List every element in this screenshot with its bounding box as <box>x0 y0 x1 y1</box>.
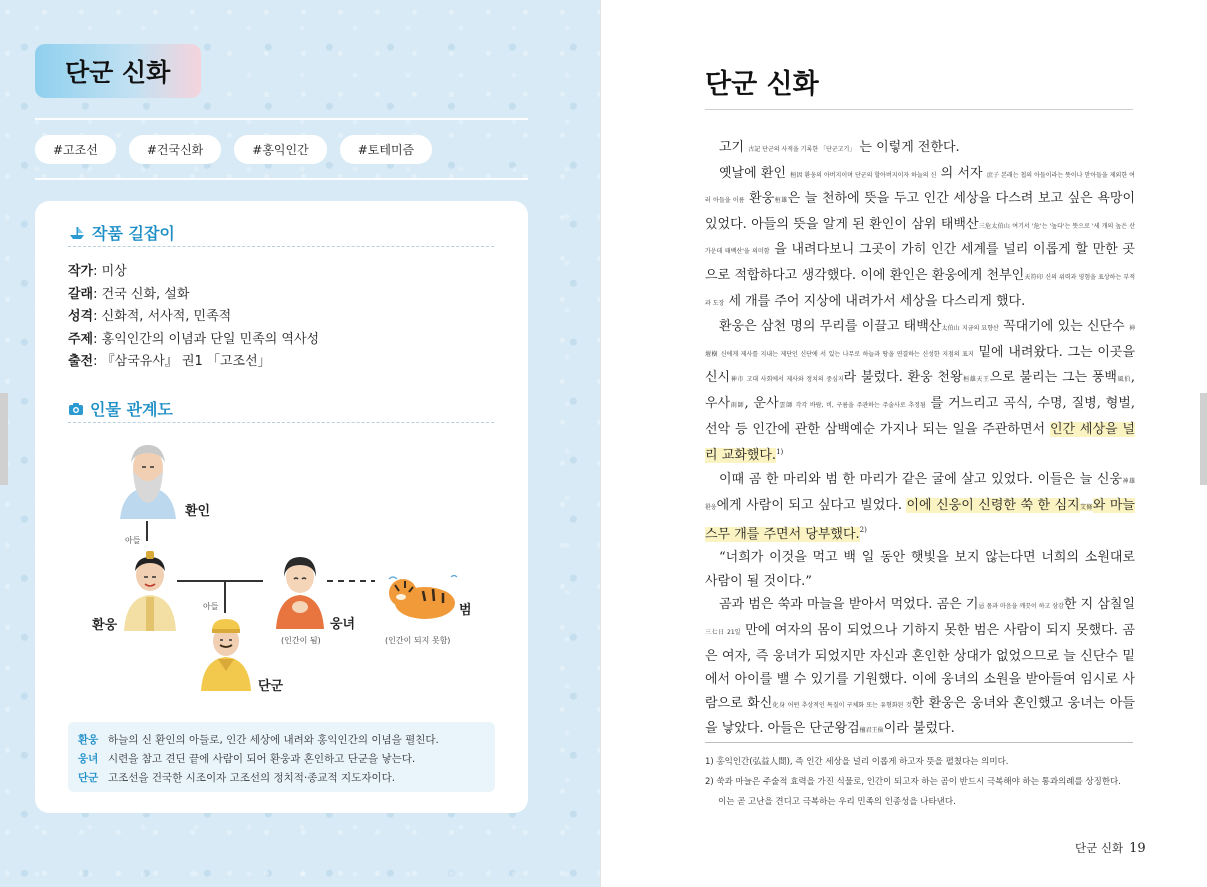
tag-hongik: #홍익인간 <box>234 135 326 164</box>
page-edge-tab-right <box>1200 393 1207 485</box>
page-number: 19 <box>1129 841 1146 856</box>
page-footer <box>1075 840 1146 856</box>
beom-note: (인간이 되지 못함) <box>385 636 451 645</box>
highlight: 와 마늘 스무 개를 주면서 당부했다. <box>705 497 1135 542</box>
tag-gojoseon: #고조선 <box>35 135 116 164</box>
divider <box>35 118 528 120</box>
info-source: 출전: 『삼국유사』 권1 「고조선」 <box>68 354 271 369</box>
hwanung-figure <box>120 549 180 633</box>
info-author: 작가: 미상 <box>68 264 127 279</box>
info-theme: 주제: 홍익인간의 이념과 단일 민족의 역사성 <box>68 332 320 347</box>
page-title: 단군 신화 <box>65 58 171 87</box>
dangun-label: 단군 <box>258 679 284 694</box>
paragraph: “너희가 이것을 먹고 백 일 동안 햇빛을 보지 않는다면 너희의 소원대로 사람이 될 것이다.” <box>705 550 1135 589</box>
chapter-title: 단군 신화 <box>705 69 819 100</box>
divider <box>35 178 528 180</box>
dashed-divider <box>68 246 494 247</box>
page-edge-tab-left <box>0 393 8 485</box>
dangun-figure <box>198 615 254 693</box>
relations-title: 인물 관계도 <box>90 400 173 419</box>
tag-totemism: #토테미즘 <box>340 135 432 164</box>
footnote-ref-2[interactable]: 2) <box>859 526 867 535</box>
legend-row-hwanung: 환웅 하늘의 신 환인의 아들로, 인간 세상에 내려와 홍익인간의 이념을 펼친다. <box>78 734 439 746</box>
footnote-divider <box>705 742 1133 743</box>
work-guide-title: 작품 길잡이 <box>92 224 175 243</box>
beom-label: 범 <box>459 603 472 618</box>
son-label-2: 아들 <box>203 602 219 611</box>
legend-row-ungnyeo: 웅녀 시련을 참고 견딘 끝에 사람이 되어 환웅과 혼인하고 단군을 낳는다. <box>78 753 416 765</box>
footnote-2: 2) 쑥과 마늘은 주술적 효력을 가진 식물로, 인간이 되고자 하는 곰이 반드시 극복해야 하는 통과의례를 상징한다. <box>705 777 1121 787</box>
paragraph: 환웅은 삼천 명의 무리를 이끌고 태백산太伯山 지금의 묘향산 꼭대기에 있는 신단수 神壇樹 신에게 제사를 지내는 제단인 신단에 서 있는 나무로 하늘과 땅을 연결하는 신성한 지점의 표지 밑에 내려왔다. 그는 이곳을 신시神市 고대 사회에서 제사와 정치의 중심지라 불렀다. 환웅 천왕桓雄天王으로 불리는 그는 풍백風伯, 우사雨師, 운사雲師 각각 바람, 비, 구름을 주관하는 주술사로 추정됨 를 거느리고 곡식, 수명, 질병, 형벌, 선악 등 인간에 관한 삼백예순 가지나 되는 일을 주관하면서 인간 세상을 널리 교화했다.$^{1)}$ <box>705 319 1136 464</box>
footnotes <box>705 752 1135 812</box>
page-title-pill <box>35 44 201 98</box>
work-guide-heading <box>68 221 175 244</box>
tag-founding-myth: #건국신화 <box>129 135 221 164</box>
paragraph: 고기 古記 단군의 사적을 기록한 「단군고기」 는 이렇게 전한다. <box>719 140 960 155</box>
info-character: 성격: 신화적, 서사적, 민족적 <box>68 309 232 324</box>
footer-title: 단군 신화 <box>1075 841 1124 855</box>
paragraph: 옛날에 환인 桓因 환웅의 아버지이며 단군의 할아버지이자 하늘의 신 의 서자 庶子 본래는 첩의 아들이라는 뜻이나 맏아들을 제외한 여러 아들을 이름 환웅桓雄은 늘 천하에 뜻을 두고 인간 세상을 다스려 보고 싶은 욕망이 있었다. 아들의 뜻을 알게 된 환인이 삼위 태백산三危太伯山 여기서 '危'는 '높다'는 뜻으로 '세 개의 높은 산 가운데 태백산'을 의미함 을 내려다보니 그곳이 가히 인간 세계를 널리 이롭게 할 만한 곳으로 적합하다고 생각했다. 이에 환인은 환웅에게 천부인天符印 신의 위력과 영험을 표상하는 부적과 도장 세 개를 주어 지상에 내려가서 세상을 다스리게 했다. <box>705 165 1136 309</box>
paragraph: 이때 곰 한 마리와 범 한 마리가 같은 굴에 살고 있었다. 이들은 늘 신웅神雄 환웅에게 사람이 되고 싶다고 빌었다. 이에 신웅이 신령한 쑥 한 심지艾條와 마늘 스무 개를 주면서 당부했다.$^{2)}$ <box>705 472 1135 542</box>
highlight: 이에 신웅이 신령한 쑥 한 심지 <box>906 497 1080 513</box>
right-page <box>600 0 1207 887</box>
dashed-divider <box>68 422 494 423</box>
paragraph: 곰과 범은 쑥과 마늘을 받아서 먹었다. 곰은 기忌 몸과 마음을 깨끗이 하고 삼감한 지 삼칠일三七日 21일 만에 여자의 몸이 되었으나 기하지 못한 범은 사람이 되지 못했다. 곰은 여자, 즉 웅녀가 되었지만 자신과 혼인한 상대가 없었으므로 늘 신단수 밑에서 아이를 밸 수 있기를 기원했다. 이에 웅녀의 소원을 받아들여 임시로 사람으로 화신化身 어떤 추상적인 특질이 구체화 또는 유형화된 것한 환웅은 웅녀와 혼인했고 웅녀는 아들을 낳았다. 아들은 단군왕검檀君王儉이라 불렀다. <box>705 597 1136 737</box>
character-legend <box>68 722 495 792</box>
hwanin-figure <box>115 441 181 521</box>
legend-row-dangun: 단군 고조선을 건국한 시조이자 고조선의 정치적·종교적 지도자이다. <box>78 772 396 784</box>
info-card <box>35 201 528 813</box>
hwanin-label: 환인 <box>185 504 211 519</box>
ungnyeo-label: 웅녀 <box>330 617 356 632</box>
highlight: 인간 세상을 널리 교화했다. <box>705 421 1135 464</box>
hwanung-label: 환웅 <box>92 618 118 633</box>
tag-list <box>35 135 432 164</box>
footnote-2-cont: 이는 곧 고난을 견디고 극복하는 우리 민족의 인종성을 나타낸다. <box>718 797 956 807</box>
ungnyeo-figure <box>272 553 328 631</box>
tiger-figure <box>385 571 459 623</box>
info-genre: 갈래: 건국 신화, 설화 <box>68 287 190 302</box>
footnote-1: 1) 홍익인간(弘益人間), 즉 인간 세상을 널리 이롭게 하고자 뜻을 펼쳤다는 의미다. <box>705 757 1009 767</box>
story-text <box>705 136 1135 743</box>
footnote-ref-1[interactable]: 1) <box>776 448 784 457</box>
ungnyeo-note: (인간이 됨) <box>281 636 321 645</box>
camera-icon <box>68 402 84 416</box>
relations-heading <box>68 397 173 420</box>
left-page <box>0 0 600 887</box>
ship-icon <box>68 225 86 241</box>
son-label-1: 아들 <box>125 536 141 545</box>
title-divider <box>705 109 1133 110</box>
